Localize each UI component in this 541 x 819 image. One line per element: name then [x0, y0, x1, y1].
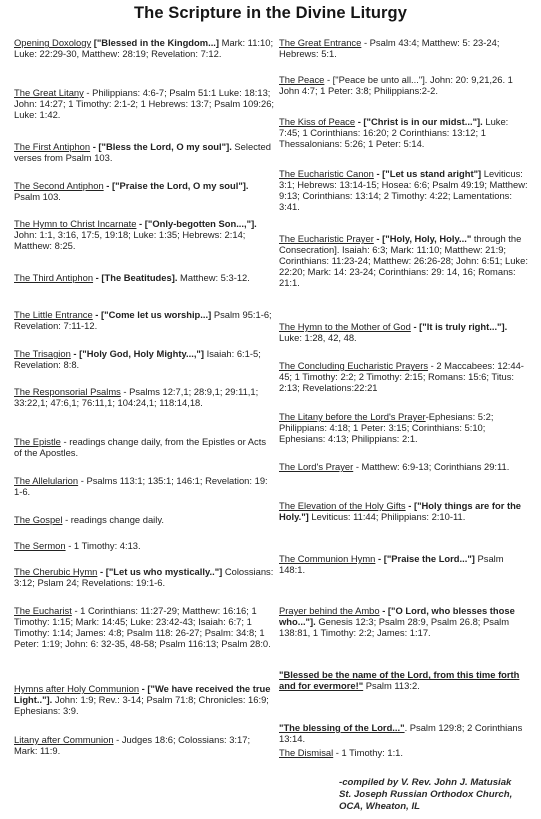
entry-refs: - 1 Timothy: 4:13.: [65, 540, 141, 551]
entry-quote: - ["Only-begotten Son...,"].: [136, 218, 257, 229]
entry-litany-after-communion: [14, 735, 276, 757]
entry-heading: The Gospel: [14, 514, 63, 525]
entry-heading: Litany after Communion: [14, 734, 114, 745]
entry-trisagion: [14, 349, 276, 371]
entry-great-litany: [14, 88, 276, 121]
entry-heading: The Cherubic Hymn: [14, 566, 98, 577]
entry-communion-hymn: [279, 554, 529, 576]
entry-refs: - Psalms 12:7,1; 28:9,1; 29:11,1; 33:22,1; 47:6,1; 76:11,1; 104:24,1; 118:14,18.: [14, 386, 259, 408]
entry-quote: "Blessed be the name of the Lord, from this time forth and for evermore!": [279, 669, 520, 691]
entry-quote: - ["Holy things are for the Holy."]: [279, 500, 522, 522]
entry-quote: - ["Bless the Lord, O my soul"].: [90, 141, 232, 152]
entry-refs: Selected verses from Psalm 103.: [14, 141, 271, 163]
entry-heading: The Peace: [279, 74, 325, 85]
entry-eucharist: [14, 606, 276, 650]
entry-refs: Psalm 103.: [14, 190, 61, 202]
entry-eucharistic-canon: [279, 169, 529, 213]
entry-heading: The Kiss of Peace: [279, 116, 356, 127]
entry-quote: - ["We have received the true Light.."].: [14, 683, 271, 705]
entry-peace: [279, 75, 529, 97]
entry-heading: The Hymn to Christ Incarnate: [14, 218, 137, 229]
entry-quote: - ["Let us who mystically.."]: [97, 566, 223, 577]
entry-refs: Luke: 7:45; 1 Corinthians: 16:20; 2 Corinthians: 13:12; 1 Thessalonians: 5:26; 1 Peter: 5:14.: [279, 116, 509, 149]
entry-heading: The Dismisal: [279, 747, 334, 758]
entry-opening-doxology: [14, 38, 276, 60]
entry-heading: The Trisagion: [14, 348, 71, 359]
entry-heading: The Responsorial Psalms: [14, 386, 121, 397]
entry-heading: The Little Entrance: [14, 309, 93, 320]
entry-litany-before-lords-prayer: [279, 412, 529, 445]
entry-hymn-to-mother-of-god: [279, 322, 529, 344]
entry-allelularion: [14, 476, 276, 498]
entry-blessed-be-the-name: [279, 670, 529, 692]
entry-refs: Leviticus: 3:1; Hebrews: 13:14-15; Hosea: 6:6; Psalm 49:19; Matthew: 9:13; Corinthians: 13:14; 2 Timothy: 4:22; Lamentations: 3:41.: [279, 168, 528, 212]
entry-heading: The Third Antiphon: [14, 272, 94, 283]
entry-refs: John: 1:9; Rev.: 3-14; Psalm 71:8; Chronicles: 16:9; Ephesians: 3:9.: [14, 693, 269, 716]
entry-heading: The Lord's Prayer: [279, 461, 354, 472]
entry-concluding-prayers: [279, 361, 529, 394]
entry-cherubic-hymn: [14, 567, 276, 589]
entry-epistle: [14, 437, 276, 459]
entry-quote: - [The Beatitudes].: [93, 272, 178, 283]
entry-refs: Genesis 12:3; Psalm 28:9, Psalm 26.8; Psalm 138:81, 1 Timothy: 2:2; James: 1:17.: [279, 615, 510, 638]
entry-refs: - Psalms 113:1; 135:1; 146:1; Revelation: 19: 1-6.: [14, 475, 268, 497]
entry-heading: The Elevation of the Holy Gifts: [279, 500, 406, 511]
entry-kiss-of-peace: [279, 117, 529, 150]
entry-refs: - 1 Timothy: 1:1.: [333, 747, 404, 758]
entry-refs: Psalm 95:1-6; Revelation: 7:11-12.: [14, 309, 272, 331]
entry-dismissal: [279, 748, 529, 759]
entry-quote: - ["Christ is in our midst..."].: [355, 116, 483, 127]
entry-refs: - ["Peace be unto all..."]. John: 20: 9,21,26. 1 John 4:7; 1 Peter: 3:8; Philippians:2-2.: [279, 74, 513, 96]
entry-heading: Hymns after Holy Communion: [14, 683, 140, 694]
entry-gospel: [14, 515, 276, 526]
entry-quote: - ["O Lord, who blesses those who..."].: [279, 605, 515, 627]
entry-heading: The Epistle: [14, 436, 61, 447]
entry-heading: The Communion Hymn: [279, 553, 376, 564]
entry-refs: Psalm 113:2.: [363, 679, 420, 691]
entry-heading: The Litany before the Lord's Prayer: [279, 411, 426, 422]
credit-line: St. Joseph Russian Orthodox Church,: [339, 789, 513, 800]
entry-refs: - Psalm 43:4; Matthew: 5: 23-24; Hebrews: 5:1.: [279, 37, 500, 59]
entry-quote: - ["Let us stand aright"]: [373, 168, 482, 179]
entry-quote: ["Blessed in the Kingdom...]: [91, 37, 220, 48]
entry-quote: - ["Holy God, Holy Mighty...,"]: [70, 348, 204, 359]
entry-refs: John: 1:1, 3:16, 17:5, 19:18; Luke: 1:35; Hebrews: 2:14; Matthew: 8:25.: [14, 228, 246, 251]
entry-refs: - readings change daily, from the Epistles or Acts of the Apostles.: [14, 436, 267, 458]
entry-eucharistic-prayer: [279, 234, 529, 289]
entry-refs: -Ephesians: 5:2; Philippians: 4:18; 1 Peter: 3:15; Corinthians: 5:10; Ephesians: 4:13; Philippians: 2:1.: [279, 411, 494, 444]
entry-heading: The First Antiphon: [14, 141, 91, 152]
entry-hymn-to-christ: [14, 219, 276, 252]
entry-heading: Prayer behind the Ambo: [279, 605, 380, 616]
entry-refs: Leviticus: 11:44; Philippians: 2:10-11.: [308, 510, 466, 522]
entry-refs: Luke: 1:28, 42, 48.: [279, 331, 357, 343]
entry-heading: The Great Litany: [14, 87, 84, 98]
entry-refs: . Psalm 129:8; 2 Corinthians 13:14.: [279, 722, 523, 744]
entry-heading: The Allelularion: [14, 475, 79, 486]
entry-responsorial-psalms: [14, 387, 276, 409]
entry-quote: "The blessing of the Lord...": [279, 722, 405, 733]
entry-quote: - ["Praise the Lord, O my soul"].: [103, 180, 249, 191]
entry-refs: through the Consecration]. Isaiah: 6:3; Mark: 11:10; Matthew: 21:9; Corinthians: 11:23-24; Matthew: 26:26-28; John: 6:51; Luke: 22:20; Mark: 14: 23-24; Corinthians: 29: 14, 16; Romans: 21:1.: [279, 233, 528, 288]
entry-refs: - 1 Corinthians: 11:27-29; Matthew: 16:16; 1 Timothy: 1:15; Mark: 14:45; Luke: 23:42-43; Isaiah: 6:7; 1 Timothy: 1:14; James: 4:8; Psalm 118: 26-27; Psalm: 34:8; 1 Peter: 1:19; John: 6: 32-35, 48-58; Psalm 116:13; Psalm 28:0.: [14, 605, 271, 649]
entry-blessing-of-the-lord: [279, 723, 529, 745]
entry-sermon: [14, 541, 276, 552]
entry-quote: - ["Holy, Holy, Holy...": [373, 233, 472, 244]
entry-refs: Isaiah: 6:1-5; Revelation: 8:8.: [14, 348, 261, 370]
entry-refs: Colossians: 3:12; Pslam 24; Revelations: 19:1-6.: [14, 566, 274, 588]
entry-first-antiphon: [14, 142, 276, 164]
entry-little-entrance: [14, 310, 276, 332]
credit-line: -compiled by V. Rev. John J. Matusiak: [339, 777, 512, 788]
entry-heading: The Concluding Eucharistic Prayers: [279, 360, 429, 371]
entry-second-antiphon: [14, 181, 276, 203]
entry-third-antiphon: [14, 273, 276, 284]
entry-elevation-of-gifts: [279, 501, 529, 523]
credit-line: OCA, Wheaton, IL: [339, 801, 421, 812]
entry-heading: The Eucharistic Prayer: [279, 233, 374, 244]
entry-refs: - Matthew: 6:9-13; Corinthians 29:11.: [353, 461, 510, 472]
entry-quote: - ["Come let us worship...]: [92, 309, 212, 320]
entry-refs: - Philippians: 4:6-7; Psalm 51:1 Luke: 18:13; John: 14:27; 1 Timothy: 2:1-2; 1 Hebrews: 13:7; Psalm 109:26; Luke: 1:42.: [14, 87, 275, 120]
entry-heading: The Second Antiphon: [14, 180, 104, 191]
entry-refs: Matthew: 5:3-12.: [177, 272, 250, 283]
entry-quote: - ["It is truly right..."].: [410, 321, 508, 332]
entry-lords-prayer: [279, 462, 529, 473]
compiler-credit: [339, 777, 539, 813]
entry-heading: The Sermon: [14, 540, 66, 551]
entry-refs: Mark: 11:10; Luke: 22:29-30, Matthew: 28:19; Revelation: 7:12.: [14, 37, 274, 59]
entry-great-entrance: [279, 38, 529, 60]
entry-heading: The Hymn to the Mother of God: [279, 321, 411, 332]
entry-refs: - 2 Maccabees: 12:44-45; 1 Timothy: 2:2; 2 Timothy: 2:15; Romans: 15:6; Titus: 2:13; Revelations:22:21: [279, 360, 524, 393]
entry-refs: - Judges 18:6; Colossians: 3:17; Mark: 11:9.: [14, 734, 251, 756]
entry-heading: Opening Doxology: [14, 37, 92, 48]
entry-prayer-behind-ambo: [279, 606, 529, 639]
entry-refs: - readings change daily.: [62, 514, 164, 525]
entry-heading: The Eucharistic Canon: [279, 168, 374, 179]
entry-quote: - ["Praise the Lord..."]: [375, 553, 475, 564]
entry-heading: The Great Entrance: [279, 37, 362, 48]
page-title: The Scripture in the Divine Liturgy: [133, 4, 408, 22]
entry-hymns-after-communion: [14, 684, 276, 717]
entry-heading: The Eucharist: [14, 605, 72, 616]
entry-refs: Psalm 148:1.: [279, 553, 504, 575]
